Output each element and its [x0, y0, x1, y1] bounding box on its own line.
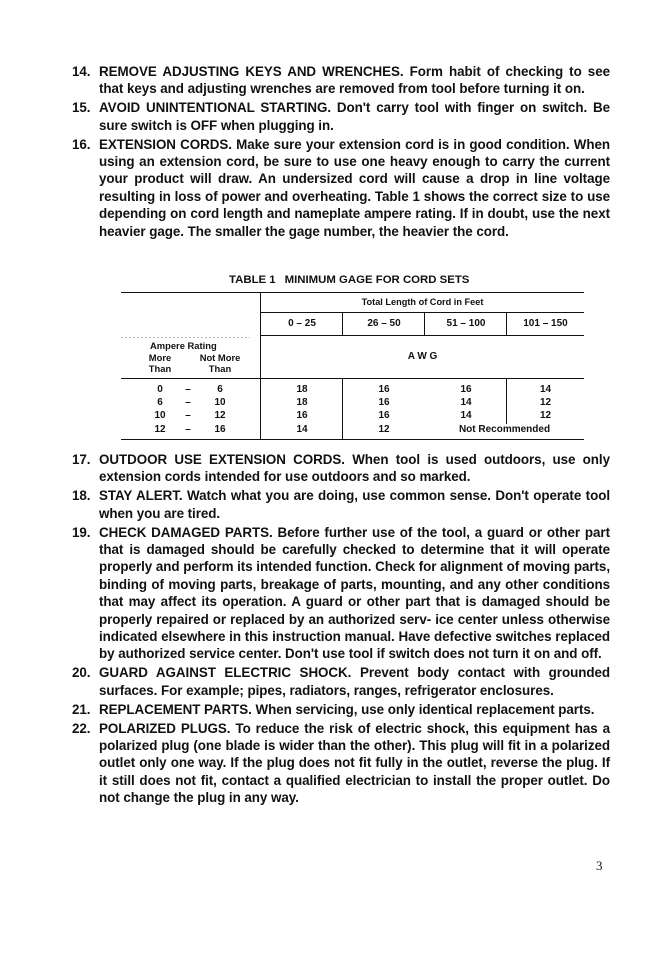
awg-header: A W G: [407, 351, 438, 362]
page-number: 3: [596, 858, 603, 873]
rule-20: 20. GUARD AGAINST ELECTRIC SHOCK. Prevent body contact with grounded surfaces. For example; pipes, radiators, ranges, refrigerator enclosures.: [72, 665, 611, 698]
rule-14: 14. REMOVE ADJUSTING KEYS AND WRENCHES. Form habit of checking to see that keys and adjusting wrenches are removed from tool before turning it on.: [72, 64, 610, 97]
more-than-header: More Than: [148, 352, 172, 374]
safety-rules-list-bottom: [72, 451, 610, 808]
rule-18: 18. STAY ALERT. Watch what you are doing, use common sense. Don't operate tool when you are tired.: [72, 488, 611, 521]
ampere-header: Ampere Rating: [150, 340, 217, 351]
table-label: TABLE 1: [229, 274, 276, 286]
rule-21: 21. REPLACEMENT PARTS. When servicing, use only identical replacement parts.: [72, 701, 595, 717]
cord-gage-table: Total Length of Cord in Feet 0 – 25 26 – 50 51 – 100 101 – 150 Ampere Rating More Than Not More Than A W G 0 – 6 18 16 16 14 6 – 10 18 16 14 12 10 – 12 16 16 14 12 12 – 16 14 12 Not Recommended: [0, 0, 651, 972]
rule-17: 17. OUTDOOR USE EXTENSION CORDS. When tool is used outdoors, use only extension cords intended for use outdoors and so marked.: [72, 452, 610, 485]
rule-15: 15. AVOID UNINTENTIONAL STARTING. Don't carry tool with finger on switch. Be sure switch is OFF when plugging in.: [72, 100, 610, 133]
length-range-3: 101 – 150: [523, 318, 568, 329]
length-range-1: 26 – 50: [367, 318, 401, 329]
rule-19: 19. CHECK DAMAGED PARTS. Before further use of the tool, a guard or other part that is damaged should be carefully checked to determine that it will operate properly and perform its intended function. Check for alignment of moving parts, binding of moving parts, breakage of parts, mounting, and any other conditions that may affect its operation. A guard or other part that is damaged should be properly repaired or replaced by an authorized serv- ice center unless otherwise indicated elsewhere in this instruction manual. Have defective switches replaced by authorized service center. Don't use tool if switch does not turn it on and off.: [72, 524, 610, 662]
not-more-than-header: Not More Than: [199, 352, 241, 374]
length-range-0: 0 – 25: [288, 318, 316, 329]
table-title: MINIMUM GAGE FOR CORD SETS: [284, 274, 470, 286]
length-header: Total Length of Cord in Feet: [361, 297, 484, 307]
length-range-2: 51 – 100: [446, 318, 486, 329]
not-recommended-label: Not Recommended: [458, 424, 551, 435]
rule-22: 22. POLARIZED PLUGS. To reduce the risk of electric shock, this equipment has a polarized plug (one blade is wider than the other). This plug will fit in a polarized outlet only one way. If the plug does not fit fully in the outlet, reverse the plug. If it still does not fit, contact a qualified electrician to install the proper outlet. Do not change the plug in any way.: [72, 720, 611, 806]
rule-16: 16. EXTENSION CORDS. Make sure your extension cord is in good condition. When using an extension cord, be sure to use one heavy enough to carry the current your product will draw. An undersized cord will cause a drop in line voltage resulting in loss of power and overheating. Table 1 shows the correct size to use depending on cord length and nameplate ampere rating. If in doubt, use the next heavier gage. The smaller the gage number, the heavier the cord.: [72, 136, 611, 239]
